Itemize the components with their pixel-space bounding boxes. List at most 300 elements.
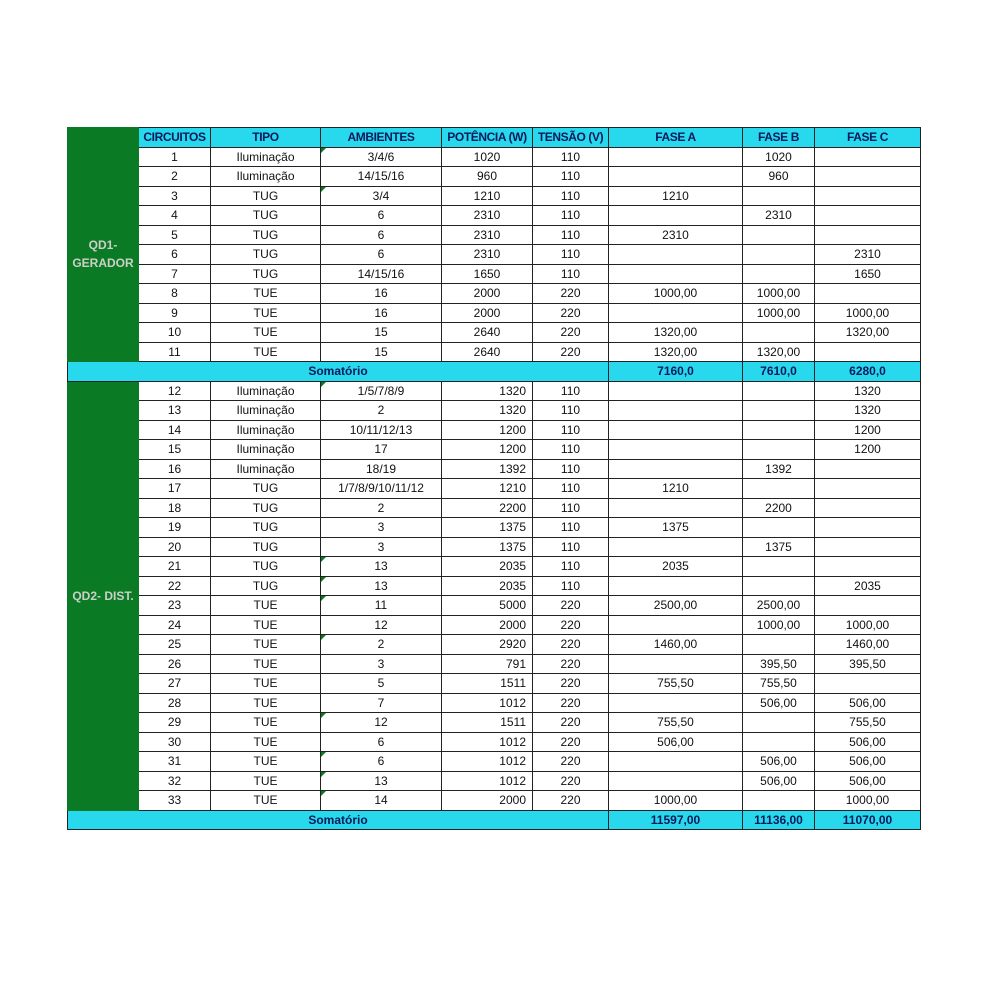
table-row — [68, 615, 921, 635]
circuit-number: 10 — [139, 323, 211, 343]
fase-a-value: 1375 — [609, 518, 743, 538]
fase-b-value: 1375 — [743, 537, 815, 557]
fase-c-value — [815, 167, 921, 187]
circuit-number: 28 — [139, 693, 211, 713]
circuit-power: 1320 — [442, 381, 533, 401]
sum-row — [68, 810, 921, 830]
fase-c-value: 506,00 — [815, 732, 921, 752]
circuit-voltage: 110 — [533, 459, 609, 479]
fase-b-value — [743, 245, 815, 265]
circuit-power: 2640 — [442, 323, 533, 343]
circuit-ambientes: 3 — [321, 537, 442, 557]
circuit-power: 2920 — [442, 635, 533, 655]
circuit-power: 2000 — [442, 615, 533, 635]
fase-a-value: 1460,00 — [609, 635, 743, 655]
circuit-type: TUG — [211, 479, 321, 499]
fase-b-value: 1000,00 — [743, 303, 815, 323]
circuit-number: 12 — [139, 381, 211, 401]
fase-b-value: 755,50 — [743, 674, 815, 694]
table-row — [68, 186, 921, 206]
fase-b-value: 2500,00 — [743, 596, 815, 616]
sum-fase-b: 7610,0 — [743, 362, 815, 382]
table-row — [68, 284, 921, 304]
circuit-voltage: 110 — [533, 225, 609, 245]
circuit-type: Iluminação — [211, 147, 321, 167]
fase-b-value — [743, 381, 815, 401]
fase-c-value: 395,50 — [815, 654, 921, 674]
circuit-voltage: 220 — [533, 323, 609, 343]
table-row — [68, 245, 921, 265]
circuit-ambientes: 2 — [321, 635, 442, 655]
circuit-ambientes: 3/4 — [321, 186, 442, 206]
fase-a-value — [609, 693, 743, 713]
circuit-ambientes: 3/4/6 — [321, 147, 442, 167]
fase-a-value — [609, 206, 743, 226]
circuit-number: 2 — [139, 167, 211, 187]
fase-a-value — [609, 303, 743, 323]
circuit-power: 1012 — [442, 732, 533, 752]
fase-b-value: 1000,00 — [743, 284, 815, 304]
table-row — [68, 264, 921, 284]
circuit-voltage: 110 — [533, 420, 609, 440]
circuit-power: 791 — [442, 654, 533, 674]
header-circuitos: CIRCUITOS — [139, 128, 211, 148]
circuit-voltage: 110 — [533, 440, 609, 460]
fase-c-value: 1320,00 — [815, 323, 921, 343]
circuit-power: 2200 — [442, 498, 533, 518]
header-ambientes: AMBIENTES — [321, 128, 442, 148]
circuit-ambientes: 6 — [321, 206, 442, 226]
fase-c-value: 1000,00 — [815, 303, 921, 323]
fase-b-value — [743, 576, 815, 596]
circuit-type: TUE — [211, 791, 321, 811]
fase-b-value — [743, 186, 815, 206]
circuit-number: 29 — [139, 713, 211, 733]
table-row — [68, 654, 921, 674]
circuit-type: TUE — [211, 752, 321, 772]
circuit-type: TUE — [211, 654, 321, 674]
fase-c-value — [815, 479, 921, 499]
table-row — [68, 752, 921, 772]
fase-b-value: 2310 — [743, 206, 815, 226]
fase-b-value — [743, 323, 815, 343]
fase-b-value — [743, 440, 815, 460]
circuit-type: TUE — [211, 771, 321, 791]
fase-c-value: 1200 — [815, 440, 921, 460]
table-row — [68, 303, 921, 323]
circuit-number: 7 — [139, 264, 211, 284]
circuit-ambientes: 17 — [321, 440, 442, 460]
circuit-voltage: 110 — [533, 245, 609, 265]
circuit-type: TUE — [211, 693, 321, 713]
circuit-ambientes: 1/7/8/9/10/11/12 — [321, 479, 442, 499]
circuit-number: 23 — [139, 596, 211, 616]
fase-a-value — [609, 381, 743, 401]
fase-c-value — [815, 498, 921, 518]
circuit-ambientes: 6 — [321, 245, 442, 265]
circuit-power: 1320 — [442, 401, 533, 421]
table-row — [68, 732, 921, 752]
circuit-ambientes: 2 — [321, 498, 442, 518]
fase-a-value — [609, 752, 743, 772]
sum-fase-a: 7160,0 — [609, 362, 743, 382]
circuit-power: 2035 — [442, 557, 533, 577]
fase-c-value: 1320 — [815, 401, 921, 421]
circuit-number: 20 — [139, 537, 211, 557]
circuit-ambientes: 7 — [321, 693, 442, 713]
circuit-ambientes: 13 — [321, 576, 442, 596]
fase-b-value — [743, 264, 815, 284]
circuit-power: 2640 — [442, 342, 533, 362]
fase-b-value — [743, 635, 815, 655]
circuit-ambientes: 14/15/16 — [321, 264, 442, 284]
circuit-voltage: 220 — [533, 791, 609, 811]
circuit-type: TUE — [211, 284, 321, 304]
circuit-ambientes: 10/11/12/13 — [321, 420, 442, 440]
circuit-type: TUE — [211, 615, 321, 635]
circuit-power: 1392 — [442, 459, 533, 479]
fase-c-value — [815, 557, 921, 577]
circuit-ambientes: 16 — [321, 284, 442, 304]
circuit-power: 2310 — [442, 225, 533, 245]
circuit-ambientes: 11 — [321, 596, 442, 616]
circuit-number: 24 — [139, 615, 211, 635]
table-row — [68, 420, 921, 440]
fase-a-value — [609, 459, 743, 479]
fase-a-value — [609, 245, 743, 265]
fase-c-value: 1320 — [815, 381, 921, 401]
circuit-number: 21 — [139, 557, 211, 577]
circuit-ambientes: 15 — [321, 323, 442, 343]
fase-a-value — [609, 420, 743, 440]
circuit-type: TUG — [211, 518, 321, 538]
table-row — [68, 596, 921, 616]
table-row — [68, 791, 921, 811]
fase-a-value: 1320,00 — [609, 323, 743, 343]
fase-c-value — [815, 459, 921, 479]
circuit-number: 13 — [139, 401, 211, 421]
circuit-ambientes: 15 — [321, 342, 442, 362]
circuit-type: TUG — [211, 206, 321, 226]
fase-b-value: 1320,00 — [743, 342, 815, 362]
circuit-ambientes: 18/19 — [321, 459, 442, 479]
circuit-type: TUG — [211, 186, 321, 206]
fase-c-value: 2310 — [815, 245, 921, 265]
circuit-voltage: 220 — [533, 752, 609, 772]
fase-c-value — [815, 225, 921, 245]
circuit-number: 16 — [139, 459, 211, 479]
table-row — [68, 693, 921, 713]
sum-fase-b: 11136,00 — [743, 810, 815, 830]
fase-b-value: 506,00 — [743, 771, 815, 791]
circuit-load-table — [67, 127, 921, 830]
group-label: QD2- DIST. — [68, 381, 139, 810]
circuit-type: TUG — [211, 537, 321, 557]
circuit-power: 2310 — [442, 206, 533, 226]
fase-a-value: 506,00 — [609, 732, 743, 752]
circuit-ambientes: 14 — [321, 791, 442, 811]
fase-c-value — [815, 186, 921, 206]
circuit-power: 1375 — [442, 537, 533, 557]
circuit-ambientes: 6 — [321, 752, 442, 772]
fase-c-value: 2035 — [815, 576, 921, 596]
fase-b-value — [743, 557, 815, 577]
circuit-voltage: 220 — [533, 342, 609, 362]
fase-b-value: 506,00 — [743, 693, 815, 713]
fase-a-value: 755,50 — [609, 713, 743, 733]
fase-a-value — [609, 264, 743, 284]
circuit-ambientes: 12 — [321, 615, 442, 635]
circuit-voltage: 110 — [533, 518, 609, 538]
table-row — [68, 713, 921, 733]
table-row — [68, 147, 921, 167]
circuit-ambientes: 1/5/7/8/9 — [321, 381, 442, 401]
header-tensao: TENSÃO (V) — [533, 128, 609, 148]
circuit-power: 1511 — [442, 674, 533, 694]
circuit-number: 9 — [139, 303, 211, 323]
fase-b-value: 2200 — [743, 498, 815, 518]
fase-a-value: 755,50 — [609, 674, 743, 694]
circuit-number: 1 — [139, 147, 211, 167]
circuit-voltage: 110 — [533, 557, 609, 577]
fase-b-value — [743, 518, 815, 538]
circuit-type: Iluminação — [211, 401, 321, 421]
circuit-ambientes: 3 — [321, 654, 442, 674]
circuit-number: 4 — [139, 206, 211, 226]
circuit-voltage: 110 — [533, 498, 609, 518]
circuit-voltage: 220 — [533, 615, 609, 635]
circuit-number: 3 — [139, 186, 211, 206]
fase-a-value — [609, 615, 743, 635]
table-row — [68, 557, 921, 577]
circuit-type: TUE — [211, 674, 321, 694]
circuit-power: 1012 — [442, 752, 533, 772]
circuit-power: 1210 — [442, 186, 533, 206]
circuit-type: Iluminação — [211, 381, 321, 401]
circuit-voltage: 220 — [533, 713, 609, 733]
circuit-voltage: 220 — [533, 674, 609, 694]
circuit-power: 2000 — [442, 303, 533, 323]
circuit-type: Iluminação — [211, 440, 321, 460]
fase-b-value — [743, 401, 815, 421]
header-fase-a: FASE A — [609, 128, 743, 148]
fase-a-value — [609, 147, 743, 167]
circuit-type: TUG — [211, 557, 321, 577]
fase-a-value — [609, 576, 743, 596]
circuit-voltage: 110 — [533, 206, 609, 226]
circuit-type: TUE — [211, 303, 321, 323]
fase-c-value: 1650 — [815, 264, 921, 284]
group-label: QD1- GERADOR — [68, 147, 139, 362]
circuit-number: 5 — [139, 225, 211, 245]
circuit-voltage: 220 — [533, 771, 609, 791]
circuit-power: 960 — [442, 167, 533, 187]
circuit-number: 27 — [139, 674, 211, 694]
circuit-voltage: 220 — [533, 284, 609, 304]
fase-b-value: 395,50 — [743, 654, 815, 674]
circuit-power: 1020 — [442, 147, 533, 167]
circuit-number: 25 — [139, 635, 211, 655]
circuit-voltage: 110 — [533, 264, 609, 284]
circuit-power: 1511 — [442, 713, 533, 733]
circuit-number: 8 — [139, 284, 211, 304]
fase-c-value — [815, 284, 921, 304]
circuit-number: 11 — [139, 342, 211, 362]
circuit-power: 1012 — [442, 771, 533, 791]
circuit-power: 1210 — [442, 479, 533, 499]
table-row — [68, 323, 921, 343]
fase-a-value — [609, 401, 743, 421]
fase-a-value — [609, 440, 743, 460]
table-row — [68, 459, 921, 479]
fase-b-value — [743, 225, 815, 245]
sum-fase-a: 11597,00 — [609, 810, 743, 830]
fase-c-value — [815, 596, 921, 616]
circuit-ambientes: 14/15/16 — [321, 167, 442, 187]
circuit-number: 33 — [139, 791, 211, 811]
header-tipo: TIPO — [211, 128, 321, 148]
table-row — [68, 225, 921, 245]
circuit-type: TUG — [211, 498, 321, 518]
table-row — [68, 381, 921, 401]
fase-c-value: 1000,00 — [815, 615, 921, 635]
table-row — [68, 206, 921, 226]
header-row — [68, 128, 921, 148]
table-row — [68, 518, 921, 538]
circuit-power: 2035 — [442, 576, 533, 596]
circuit-number: 6 — [139, 245, 211, 265]
table-row — [68, 635, 921, 655]
sum-row — [68, 362, 921, 382]
circuit-type: Iluminação — [211, 167, 321, 187]
circuit-type: TUG — [211, 264, 321, 284]
circuit-power: 1650 — [442, 264, 533, 284]
fase-c-value: 506,00 — [815, 752, 921, 772]
circuit-number: 26 — [139, 654, 211, 674]
circuit-type: TUG — [211, 576, 321, 596]
fase-c-value — [815, 342, 921, 362]
fase-c-value: 1200 — [815, 420, 921, 440]
circuit-number: 17 — [139, 479, 211, 499]
fase-b-value — [743, 479, 815, 499]
fase-a-value — [609, 537, 743, 557]
circuit-number: 18 — [139, 498, 211, 518]
fase-c-value — [815, 537, 921, 557]
fase-b-value — [743, 420, 815, 440]
fase-a-value: 1320,00 — [609, 342, 743, 362]
circuit-power: 1200 — [442, 420, 533, 440]
fase-c-value: 755,50 — [815, 713, 921, 733]
table-row — [68, 771, 921, 791]
circuit-number: 14 — [139, 420, 211, 440]
circuit-power: 5000 — [442, 596, 533, 616]
circuit-voltage: 220 — [533, 303, 609, 323]
circuit-voltage: 110 — [533, 167, 609, 187]
fase-b-value — [743, 732, 815, 752]
circuit-voltage: 110 — [533, 479, 609, 499]
circuit-number: 32 — [139, 771, 211, 791]
fase-c-value: 1000,00 — [815, 791, 921, 811]
circuit-voltage: 110 — [533, 147, 609, 167]
fase-a-value: 2035 — [609, 557, 743, 577]
circuit-ambientes: 2 — [321, 401, 442, 421]
circuit-ambientes: 3 — [321, 518, 442, 538]
circuit-ambientes: 5 — [321, 674, 442, 694]
circuit-ambientes: 13 — [321, 557, 442, 577]
fase-c-value — [815, 518, 921, 538]
circuit-number: 19 — [139, 518, 211, 538]
circuit-number: 22 — [139, 576, 211, 596]
fase-b-value — [743, 791, 815, 811]
sum-label: Somatório — [68, 362, 609, 382]
circuit-number: 31 — [139, 752, 211, 772]
circuit-number: 30 — [139, 732, 211, 752]
table-row — [68, 498, 921, 518]
table-row — [68, 537, 921, 557]
circuit-type: Iluminação — [211, 420, 321, 440]
circuit-type: TUE — [211, 323, 321, 343]
fase-a-value: 1000,00 — [609, 284, 743, 304]
circuit-voltage: 220 — [533, 732, 609, 752]
circuit-voltage: 110 — [533, 576, 609, 596]
circuit-number: 15 — [139, 440, 211, 460]
fase-a-value: 1210 — [609, 186, 743, 206]
circuit-voltage: 220 — [533, 635, 609, 655]
fase-a-value — [609, 167, 743, 187]
table-row — [68, 674, 921, 694]
circuit-type: TUG — [211, 225, 321, 245]
table-body — [68, 147, 921, 830]
fase-c-value — [815, 674, 921, 694]
corner-cell — [68, 128, 139, 148]
circuit-type: Iluminação — [211, 459, 321, 479]
fase-c-value: 506,00 — [815, 693, 921, 713]
fase-c-value: 506,00 — [815, 771, 921, 791]
circuit-voltage: 220 — [533, 693, 609, 713]
circuit-ambientes: 6 — [321, 732, 442, 752]
circuit-type: TUE — [211, 713, 321, 733]
circuit-ambientes: 16 — [321, 303, 442, 323]
fase-b-value: 1020 — [743, 147, 815, 167]
fase-a-value: 2310 — [609, 225, 743, 245]
fase-a-value: 1000,00 — [609, 791, 743, 811]
fase-c-value — [815, 206, 921, 226]
circuit-power: 1012 — [442, 693, 533, 713]
fase-b-value: 1000,00 — [743, 615, 815, 635]
table-row — [68, 342, 921, 362]
circuit-voltage: 110 — [533, 186, 609, 206]
fase-b-value: 960 — [743, 167, 815, 187]
table-row — [68, 576, 921, 596]
circuit-type: TUE — [211, 596, 321, 616]
table-row — [68, 479, 921, 499]
circuit-power: 2310 — [442, 245, 533, 265]
circuit-ambientes: 13 — [321, 771, 442, 791]
circuit-ambientes: 12 — [321, 713, 442, 733]
table-row — [68, 167, 921, 187]
fase-b-value: 1392 — [743, 459, 815, 479]
fase-a-value — [609, 771, 743, 791]
sum-fase-c: 6280,0 — [815, 362, 921, 382]
table-row — [68, 401, 921, 421]
fase-a-value: 2500,00 — [609, 596, 743, 616]
table-row — [68, 440, 921, 460]
circuit-voltage: 220 — [533, 654, 609, 674]
circuit-voltage: 110 — [533, 537, 609, 557]
fase-b-value — [743, 713, 815, 733]
header-fase-b: FASE B — [743, 128, 815, 148]
circuit-voltage: 110 — [533, 401, 609, 421]
